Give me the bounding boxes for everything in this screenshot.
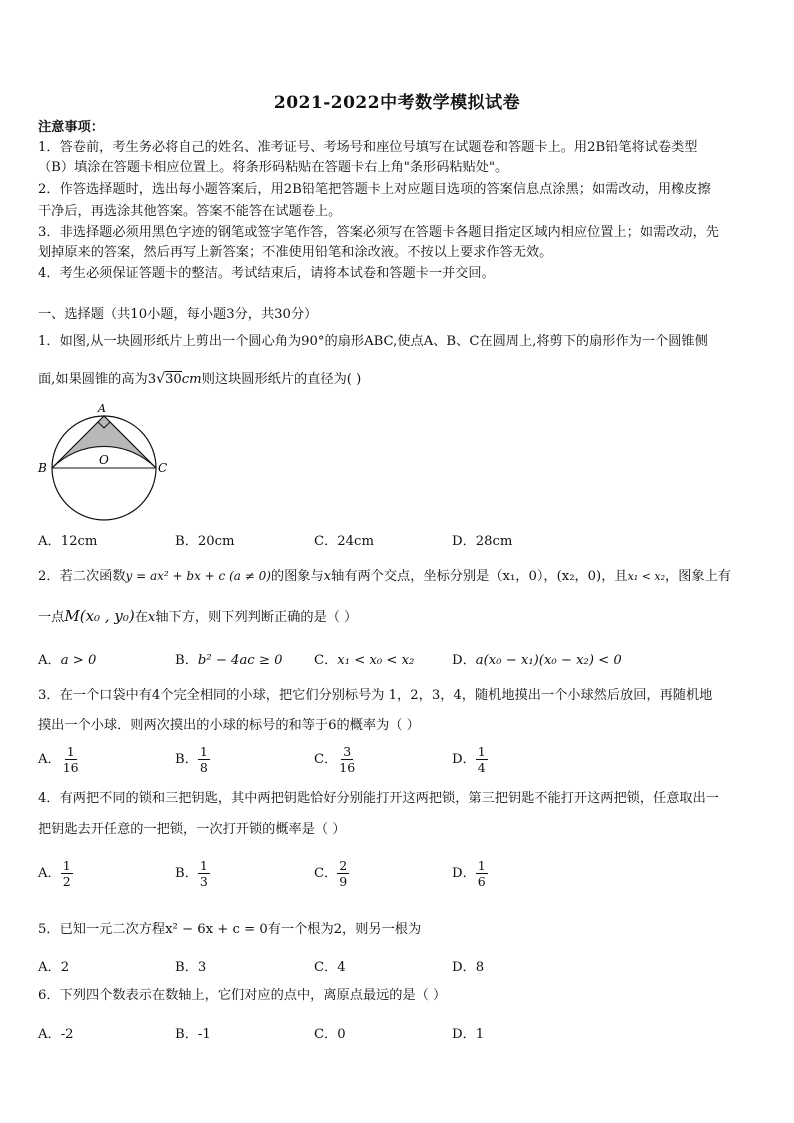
q5-text-post: 有一个根为2，则另一根为	[267, 922, 422, 937]
q2-option-b[interactable]: B．b² − 4ac ≥ 0	[175, 653, 283, 668]
q1-text: 1．如图,从一块圆形纸片上剪出一个圆心角为90°的扇形ABC,使点A、B、C在圆周上,将剪下的扇形作为一个圆锥侧	[38, 334, 708, 349]
notice-line: 1．答卷前，考生务必将自己的姓名、准考证号、考场号和座位号填写在试题卷和答题卡上。用2B铅笔将试卷类型	[38, 140, 698, 155]
q5-option-d[interactable]: D．8	[452, 960, 485, 975]
quadratic-equation: x² − 6x + c = 0	[165, 922, 268, 937]
q3-option-d[interactable]: D． $\frac{1}{4}$	[452, 744, 486, 775]
q1-text-post: 则这块圆形纸片的直径为( )	[201, 372, 362, 387]
q3-option-a[interactable]: A． $\frac{1}{16}$	[38, 744, 79, 775]
x-axis-var: x	[323, 569, 332, 584]
notice-line: 3．非选择题必须用黑色字迹的钢笔或签字笔作答，答案必须写在答题卡各题目指定区域内相应位置上；如需改动，先	[38, 225, 719, 240]
q2-option-a[interactable]: A．a > 0	[38, 653, 97, 668]
q2-text2-post: 轴下方，则下列判断正确的是（ ）	[155, 610, 358, 625]
q5-option-c[interactable]: C．4	[314, 960, 346, 975]
q5-option-a[interactable]: A．2	[38, 960, 70, 975]
point-m: M(x₀ , y₀)	[64, 607, 135, 625]
label-c: C	[158, 461, 168, 475]
cone-height-coef: 3	[147, 372, 157, 387]
q2-option-d[interactable]: D．a(x₀ − x₁)(x₀ − x₂) < 0	[452, 653, 622, 668]
q6-option-d[interactable]: D．1	[452, 1027, 485, 1042]
q3-option-b[interactable]: B． $\frac{1}{8}$	[175, 744, 208, 775]
quadratic-function: y = ax² + bx + c (a ≠ 0)	[125, 569, 271, 583]
q6-text: 6．下列四个数表示在数轴上，它们对应的点中，离原点最远的是（ ）	[38, 988, 447, 1003]
notice-line: 划掉原来的答案，然后再写上新答案；不准使用铅笔和涂改液。不按以上要求作答无效。	[38, 245, 553, 260]
x-axis-var: x	[147, 610, 156, 625]
q5-text	[38, 920, 421, 940]
q2-text-2	[38, 606, 357, 628]
q4-text: 4．有两把不同的锁和三把钥匙，其中两把钥匙恰好分别能打开这两把锁，第三把钥匙不能打开这两把锁，任意取出一	[38, 791, 719, 806]
q5-text-pre: 5．已知一元二次方程	[38, 922, 166, 937]
q4-option-a[interactable]: A． $\frac{1}{2}$	[38, 858, 71, 889]
q2-text	[38, 566, 731, 587]
q1-text-pre: 面,如果圆锥的高为	[38, 372, 148, 387]
q2-text-pre: 2．若二次函数	[38, 569, 126, 584]
q3-text-2: 摸出一个小球．则两次摸出的小球的标号的和等于6的概率为（ ）	[38, 718, 420, 733]
q6-option-b[interactable]: B．-1	[175, 1027, 211, 1042]
sector-figure	[34, 398, 174, 523]
page-title: 2021-2022中考数学模拟试卷	[273, 93, 521, 113]
q2-text2-pre: 一点	[38, 610, 65, 625]
q1-text-2	[38, 369, 361, 390]
q4-text-2: 把钥匙去开任意的一把锁，一次打开锁的概率是（ ）	[38, 822, 346, 837]
notice-line: （B）填涂在答题卡相应位置上。将条形码粘贴在答题卡右上角"条形码粘贴处"。	[38, 160, 509, 175]
q1-option-d[interactable]: D．28cm	[452, 534, 513, 549]
q2-option-c[interactable]: C．x₁ < x₀ < x₂	[314, 653, 415, 668]
cone-height-radicand: 30	[165, 372, 182, 387]
label-b: B	[38, 461, 47, 475]
q2-text2-mid: 在	[134, 610, 148, 625]
notice-line: 4．考生必须保证答题卡的整洁。考试结束后，请将本试卷和答题卡一并交回。	[38, 266, 495, 281]
notice-line: 干净后，再选涂其他答案。答案不能答在试题卷上。	[38, 204, 342, 219]
q1-option-a[interactable]: A．12cm	[38, 534, 98, 549]
q4-option-d[interactable]: D． $\frac{1}{6}$	[452, 858, 486, 889]
q4-option-b[interactable]: B． $\frac{1}{3}$	[175, 858, 208, 889]
q5-option-b[interactable]: B．3	[175, 960, 207, 975]
section-heading: 一、选择题（共10小题，每小题3分，共30分）	[38, 307, 318, 322]
cone-height-unit: cm	[181, 372, 202, 387]
q3-text: 3．在一个口袋中有4个完全相同的小球，把它们分别标号为 1，2，3，4，随机地摸出一个小球然后放回，再随机地	[38, 688, 713, 703]
q2-text-mid2: 轴有两个交点，坐标分别是（x₁，0），(x₂，0)，且	[331, 569, 628, 584]
label-o: O	[99, 453, 109, 467]
q2-condition: x₁ < x₂	[627, 570, 666, 583]
q3-option-c[interactable]: C． $\frac{3}{16}$	[314, 744, 356, 775]
q6-option-a[interactable]: A．-2	[38, 1027, 74, 1042]
q1-option-c[interactable]: C．24cm	[314, 534, 374, 549]
q4-option-c[interactable]: C． $\frac{2}{9}$	[314, 858, 348, 889]
notice-line: 2．作答选择题时，选出每小题答案后，用2B铅笔把答题卡上对应题目选项的答案信息点涂黑；如需改动，用橡皮擦	[38, 182, 711, 197]
q2-text-post: ，图象上有	[665, 569, 731, 584]
q6-option-c[interactable]: C．0	[314, 1027, 346, 1042]
sqrt-symbol: √	[156, 371, 166, 387]
q2-text-mid: 的图象与	[270, 569, 324, 584]
label-a: A	[98, 402, 106, 415]
q1-option-b[interactable]: B．20cm	[175, 534, 235, 549]
notice-heading: 注意事项：	[38, 120, 104, 135]
